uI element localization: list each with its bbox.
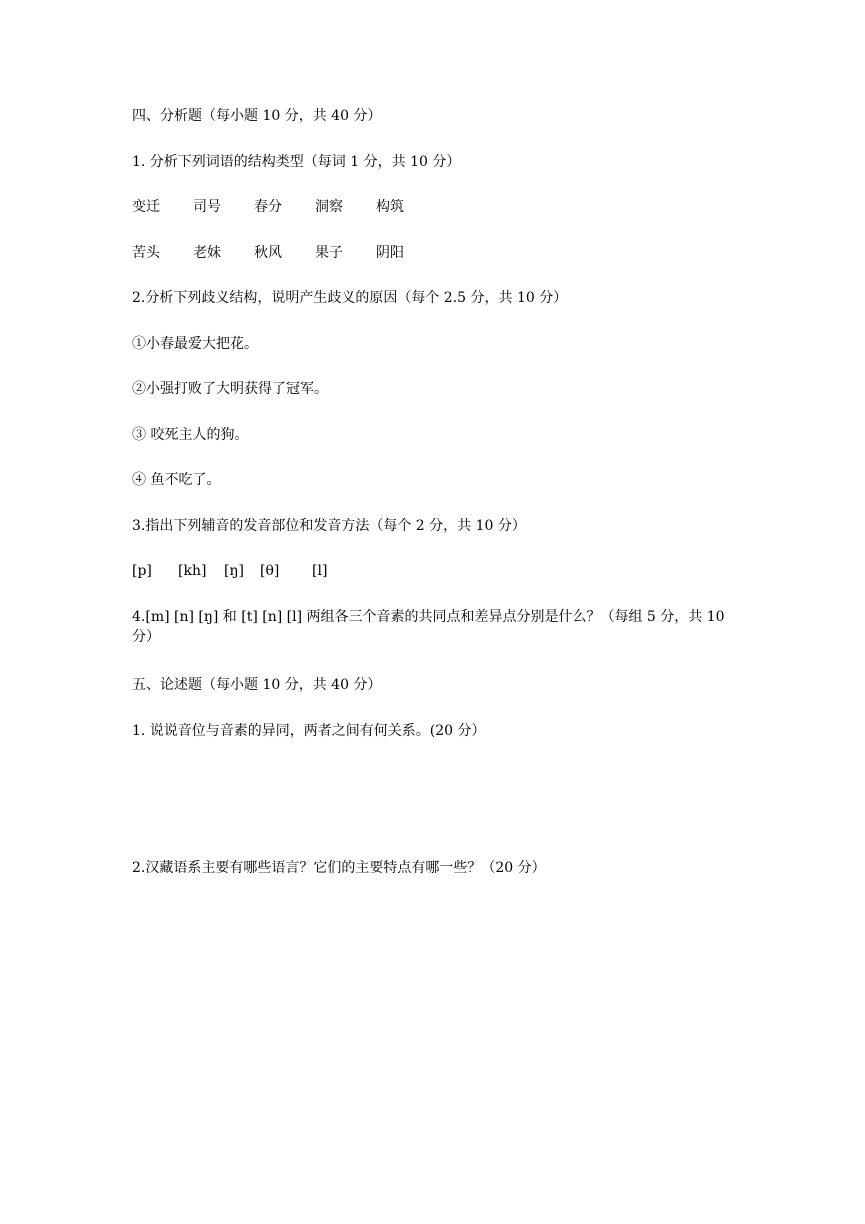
essay-question-1: 1. 说说音位与音素的异同，两者之间有何关系。(20 分）	[132, 723, 486, 739]
ambiguity-item-1: ①小春最爱大把花。	[132, 336, 258, 352]
word-item: 洞察	[315, 199, 343, 215]
consonant-symbol: [θ]	[260, 563, 280, 579]
word-item: 秋风	[254, 245, 282, 261]
word-item: 果子	[315, 245, 343, 261]
word-item: 春分	[254, 199, 282, 215]
question-4-prompt: 4.[m] [n] [ŋ] 和 [t] [n] [l] 两组各三个音素的共同点和差异点分别是什么？（每组 5 分，共 10 分）	[132, 609, 725, 645]
consonant-symbol: [p]	[132, 563, 152, 579]
ambiguity-item-3: ③ 咬死主人的狗。	[132, 427, 249, 443]
consonant-symbol: [ŋ]	[224, 563, 244, 579]
question-2-prompt: 2.分析下列歧义结构，说明产生歧义的原因（每个 2.5 分，共 10 分）	[132, 290, 568, 306]
word-item: 苦头	[132, 245, 160, 261]
word-item: 司号	[193, 199, 221, 215]
word-item: 老妹	[193, 245, 221, 261]
consonant-symbol: [kh]	[178, 563, 207, 579]
word-row-1	[132, 197, 437, 217]
section-4-title: 四、分析题（每小题 10 分，共 40 分）	[132, 108, 382, 124]
word-item: 阴阳	[376, 245, 404, 261]
consonant-symbol: [l]	[312, 563, 328, 579]
word-item: 变迁	[132, 199, 160, 215]
consonant-row	[132, 561, 327, 581]
question-1-prompt: 1. 分析下列词语的结构类型（每词 1 分，共 10 分）	[132, 154, 461, 170]
essay-question-2: 2.汉藏语系主要有哪些语言？它们的主要特点有哪一些？（20 分）	[132, 860, 546, 876]
question-3-prompt: 3.指出下列辅音的发音部位和发音方法（每个 2 分，共 10 分）	[132, 518, 526, 534]
word-row-2	[132, 243, 437, 263]
ambiguity-item-2: ②小强打败了大明获得了冠军。	[132, 381, 328, 397]
word-item: 构筑	[376, 199, 404, 215]
ambiguity-item-4: ④ 鱼不吃了。	[132, 472, 221, 488]
section-5-title: 五、论述题（每小题 10 分，共 40 分）	[132, 677, 382, 693]
